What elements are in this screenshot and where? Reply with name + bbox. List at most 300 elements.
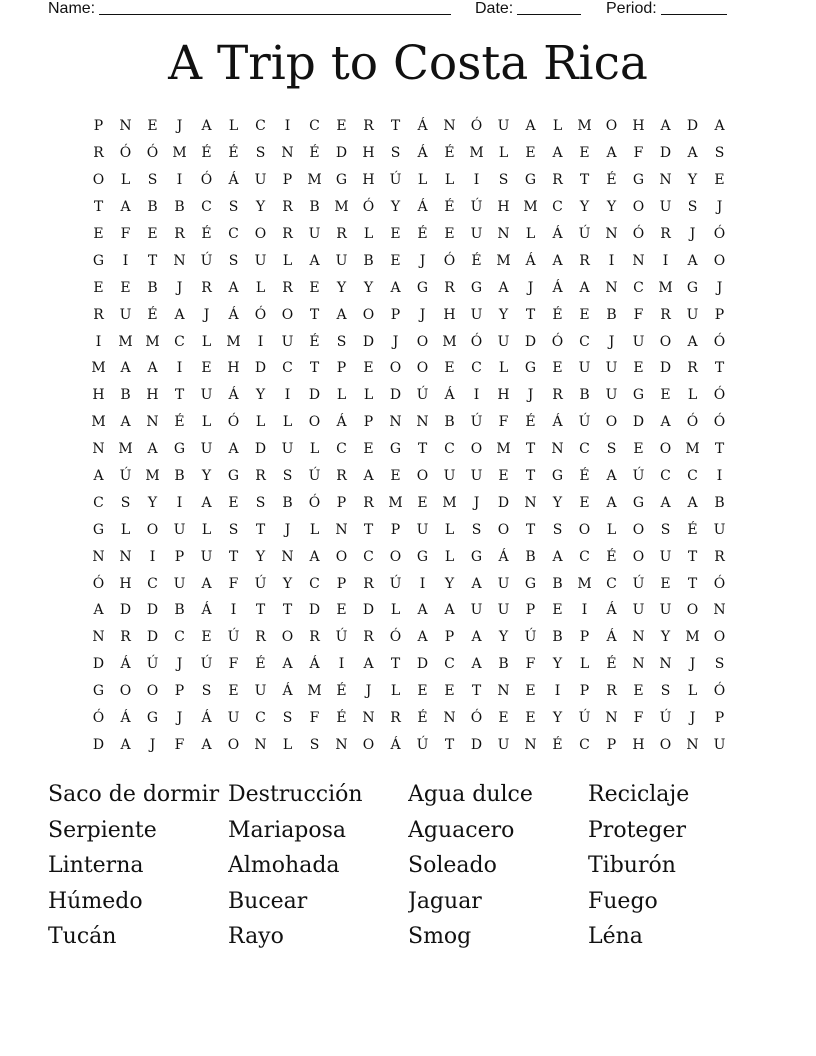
grid-letter[interactable]: U: [281, 333, 294, 350]
grid-letter[interactable]: G: [632, 172, 645, 189]
grid-letter[interactable]: L: [201, 521, 212, 538]
grid-letter[interactable]: Ú: [254, 575, 267, 592]
grid-letter[interactable]: Á: [282, 683, 293, 700]
grid-letter[interactable]: I: [473, 172, 480, 189]
grid-letter[interactable]: N: [524, 494, 537, 511]
grid-letter[interactable]: A: [120, 414, 131, 431]
grid-letter[interactable]: A: [120, 199, 131, 216]
grid-letter[interactable]: L: [282, 252, 293, 269]
grid-letter[interactable]: E: [147, 118, 158, 135]
grid-letter[interactable]: E: [660, 387, 671, 404]
grid-letter[interactable]: J: [365, 683, 372, 700]
grid-letter[interactable]: G: [470, 279, 483, 296]
grid-letter[interactable]: Y: [147, 494, 158, 511]
grid-letter[interactable]: A: [228, 279, 239, 296]
grid-letter[interactable]: B: [309, 199, 320, 216]
grid-letter[interactable]: É: [687, 521, 698, 538]
grid-letter[interactable]: S: [228, 252, 239, 269]
grid-letter[interactable]: E: [579, 494, 590, 511]
grid-letter[interactable]: T: [174, 387, 185, 404]
grid-letter[interactable]: É: [417, 710, 428, 727]
grid-letter[interactable]: A: [606, 145, 617, 162]
grid-letter[interactable]: J: [527, 387, 534, 404]
word-search-grid[interactable]: [85, 113, 733, 758]
grid-letter[interactable]: U: [632, 333, 645, 350]
grid-letter[interactable]: Ó: [146, 145, 159, 162]
grid-letter[interactable]: U: [254, 252, 267, 269]
grid-letter[interactable]: S: [228, 199, 239, 216]
grid-letter[interactable]: Ú: [200, 252, 213, 269]
grid-letter[interactable]: Ó: [362, 199, 375, 216]
grid-letter[interactable]: P: [174, 683, 185, 700]
grid-letter[interactable]: U: [632, 602, 645, 619]
grid-letter[interactable]: B: [579, 387, 590, 404]
grid-letter[interactable]: D: [659, 145, 672, 162]
grid-letter[interactable]: S: [282, 468, 293, 485]
grid-letter[interactable]: U: [713, 521, 726, 538]
grid-letter[interactable]: F: [309, 710, 320, 727]
grid-letter[interactable]: Á: [417, 118, 428, 135]
grid-letter[interactable]: Á: [552, 414, 563, 431]
grid-letter[interactable]: H: [362, 172, 375, 189]
grid-letter[interactable]: P: [714, 306, 725, 323]
grid-letter[interactable]: B: [606, 306, 617, 323]
grid-letter[interactable]: N: [659, 656, 672, 673]
grid-letter[interactable]: A: [498, 279, 509, 296]
grid-letter[interactable]: I: [581, 602, 588, 619]
grid-letter[interactable]: U: [497, 118, 510, 135]
grid-letter[interactable]: U: [119, 306, 132, 323]
grid-letter[interactable]: U: [254, 172, 267, 189]
grid-letter[interactable]: U: [200, 387, 213, 404]
grid-letter[interactable]: É: [309, 333, 320, 350]
grid-letter[interactable]: Á: [120, 656, 131, 673]
grid-letter[interactable]: E: [525, 145, 536, 162]
grid-letter[interactable]: H: [227, 360, 240, 377]
grid-letter[interactable]: M: [226, 333, 241, 350]
grid-letter[interactable]: Y: [606, 199, 617, 216]
grid-letter[interactable]: C: [579, 441, 590, 458]
grid-letter[interactable]: A: [336, 306, 347, 323]
grid-letter[interactable]: O: [659, 333, 672, 350]
grid-letter[interactable]: A: [471, 656, 482, 673]
grid-letter[interactable]: Ó: [551, 333, 564, 350]
grid-letter[interactable]: A: [363, 656, 374, 673]
grid-letter[interactable]: S: [660, 683, 671, 700]
grid-letter[interactable]: D: [308, 602, 321, 619]
grid-letter[interactable]: L: [390, 602, 401, 619]
grid-letter[interactable]: L: [444, 172, 455, 189]
grid-letter[interactable]: M: [442, 333, 457, 350]
grid-letter[interactable]: M: [91, 414, 106, 431]
grid-letter[interactable]: T: [309, 306, 320, 323]
grid-letter[interactable]: O: [713, 629, 726, 646]
grid-letter[interactable]: D: [362, 333, 375, 350]
grid-letter[interactable]: U: [686, 306, 699, 323]
grid-letter[interactable]: P: [282, 172, 293, 189]
grid-letter[interactable]: H: [119, 575, 132, 592]
grid-letter[interactable]: P: [336, 360, 347, 377]
grid-letter[interactable]: É: [606, 656, 617, 673]
grid-letter[interactable]: C: [282, 360, 293, 377]
grid-letter[interactable]: S: [255, 494, 266, 511]
grid-letter[interactable]: D: [497, 494, 510, 511]
grid-letter[interactable]: U: [497, 736, 510, 753]
grid-letter[interactable]: N: [92, 441, 105, 458]
grid-letter[interactable]: L: [552, 118, 563, 135]
grid-letter[interactable]: H: [146, 387, 159, 404]
grid-letter[interactable]: B: [552, 575, 563, 592]
grid-letter[interactable]: M: [685, 441, 700, 458]
grid-letter[interactable]: C: [93, 494, 104, 511]
grid-letter[interactable]: L: [282, 414, 293, 431]
grid-letter[interactable]: N: [605, 710, 618, 727]
grid-letter[interactable]: U: [173, 575, 186, 592]
grid-letter[interactable]: C: [363, 548, 374, 565]
grid-letter[interactable]: C: [201, 199, 212, 216]
grid-letter[interactable]: N: [335, 736, 348, 753]
grid-letter[interactable]: Y: [336, 279, 347, 296]
grid-letter[interactable]: U: [470, 468, 483, 485]
grid-letter[interactable]: A: [201, 736, 212, 753]
grid-letter[interactable]: Á: [228, 306, 239, 323]
grid-letter[interactable]: D: [686, 118, 699, 135]
grid-letter[interactable]: E: [660, 575, 671, 592]
grid-letter[interactable]: L: [336, 387, 347, 404]
grid-letter[interactable]: R: [174, 226, 185, 242]
grid-letter[interactable]: U: [470, 226, 483, 242]
grid-letter[interactable]: T: [390, 656, 401, 673]
grid-letter[interactable]: H: [92, 387, 105, 404]
grid-letter[interactable]: Ó: [470, 333, 483, 350]
grid-letter[interactable]: I: [284, 387, 291, 404]
grid-letter[interactable]: N: [173, 252, 186, 269]
grid-letter[interactable]: A: [201, 494, 212, 511]
grid-letter[interactable]: Ú: [632, 575, 645, 592]
grid-letter[interactable]: O: [605, 414, 618, 431]
grid-letter[interactable]: L: [444, 521, 455, 538]
grid-letter[interactable]: Á: [309, 656, 320, 673]
grid-letter[interactable]: O: [713, 252, 726, 269]
grid-letter[interactable]: Ú: [524, 629, 537, 646]
grid-letter[interactable]: E: [552, 360, 563, 377]
grid-letter[interactable]: U: [659, 548, 672, 565]
grid-letter[interactable]: M: [91, 360, 106, 377]
grid-letter[interactable]: B: [174, 199, 185, 216]
grid-letter[interactable]: G: [632, 494, 645, 511]
grid-letter[interactable]: E: [579, 306, 590, 323]
grid-letter[interactable]: O: [281, 306, 294, 323]
grid-letter[interactable]: H: [362, 145, 375, 162]
grid-letter[interactable]: D: [92, 656, 105, 673]
grid-letter[interactable]: Ó: [443, 252, 456, 269]
grid-letter[interactable]: O: [416, 468, 429, 485]
grid-letter[interactable]: D: [416, 656, 429, 673]
grid-letter[interactable]: I: [608, 252, 615, 269]
grid-letter[interactable]: J: [689, 656, 696, 673]
grid-letter[interactable]: S: [228, 521, 239, 538]
grid-letter[interactable]: M: [496, 252, 511, 269]
grid-letter[interactable]: E: [498, 710, 509, 727]
grid-letter[interactable]: J: [716, 279, 723, 296]
grid-letter[interactable]: J: [392, 333, 399, 350]
grid-letter[interactable]: R: [120, 629, 131, 646]
grid-letter[interactable]: T: [687, 548, 698, 565]
grid-letter[interactable]: D: [389, 387, 402, 404]
grid-letter[interactable]: M: [145, 468, 160, 485]
grid-letter[interactable]: O: [632, 548, 645, 565]
grid-letter[interactable]: I: [176, 360, 183, 377]
grid-letter[interactable]: F: [633, 145, 644, 162]
grid-letter[interactable]: I: [473, 387, 480, 404]
grid-letter[interactable]: Á: [498, 548, 509, 565]
grid-letter[interactable]: Y: [444, 575, 455, 592]
grid-letter[interactable]: Y: [660, 629, 671, 646]
grid-letter[interactable]: D: [254, 441, 267, 458]
grid-letter[interactable]: J: [473, 494, 480, 511]
grid-letter[interactable]: S: [714, 656, 725, 673]
grid-letter[interactable]: Á: [606, 629, 617, 646]
grid-letter[interactable]: E: [390, 468, 401, 485]
grid-letter[interactable]: R: [606, 683, 617, 700]
grid-letter[interactable]: T: [228, 548, 239, 565]
grid-letter[interactable]: A: [120, 360, 131, 377]
grid-letter[interactable]: T: [390, 118, 401, 135]
grid-letter[interactable]: Y: [282, 575, 293, 592]
grid-letter[interactable]: É: [336, 683, 347, 700]
grid-letter[interactable]: R: [282, 226, 293, 242]
grid-letter[interactable]: J: [716, 199, 723, 216]
grid-letter[interactable]: A: [660, 494, 671, 511]
grid-letter[interactable]: É: [606, 172, 617, 189]
name-field[interactable]: [48, 0, 451, 18]
grid-letter[interactable]: N: [632, 656, 645, 673]
grid-letter[interactable]: O: [578, 521, 591, 538]
grid-letter[interactable]: R: [363, 629, 374, 646]
grid-letter[interactable]: T: [417, 441, 428, 458]
grid-letter[interactable]: N: [335, 521, 348, 538]
grid-letter[interactable]: O: [470, 441, 483, 458]
grid-letter[interactable]: L: [255, 279, 266, 296]
grid-letter[interactable]: Á: [201, 710, 212, 727]
grid-letter[interactable]: Á: [228, 387, 239, 404]
grid-letter[interactable]: U: [254, 683, 267, 700]
grid-letter[interactable]: J: [527, 279, 534, 296]
grid-letter[interactable]: R: [390, 710, 401, 727]
grid-letter[interactable]: E: [444, 683, 455, 700]
grid-letter[interactable]: R: [93, 145, 104, 162]
grid-letter[interactable]: S: [498, 172, 509, 189]
grid-letter[interactable]: N: [362, 710, 375, 727]
grid-letter[interactable]: C: [579, 333, 590, 350]
grid-letter[interactable]: C: [444, 656, 455, 673]
grid-letter[interactable]: H: [443, 306, 456, 323]
grid-letter[interactable]: J: [284, 521, 291, 538]
grid-letter[interactable]: J: [419, 306, 426, 323]
grid-letter[interactable]: D: [470, 736, 483, 753]
grid-letter[interactable]: M: [307, 683, 322, 700]
grid-letter[interactable]: H: [497, 387, 510, 404]
grid-letter[interactable]: R: [363, 494, 374, 511]
grid-letter[interactable]: A: [309, 548, 320, 565]
grid-letter[interactable]: E: [444, 226, 455, 242]
grid-letter[interactable]: F: [498, 414, 509, 431]
grid-letter[interactable]: I: [716, 468, 723, 485]
grid-letter[interactable]: Ó: [686, 414, 699, 431]
grid-letter[interactable]: Ú: [119, 468, 132, 485]
grid-letter[interactable]: A: [687, 145, 698, 162]
grid-letter[interactable]: C: [309, 575, 320, 592]
grid-letter[interactable]: J: [419, 252, 426, 269]
grid-letter[interactable]: C: [174, 629, 185, 646]
grid-letter[interactable]: O: [146, 521, 159, 538]
grid-letter[interactable]: N: [416, 414, 429, 431]
grid-letter[interactable]: E: [363, 441, 374, 458]
grid-letter[interactable]: Á: [525, 252, 536, 269]
grid-letter[interactable]: Ú: [659, 710, 672, 727]
grid-letter[interactable]: U: [443, 468, 456, 485]
grid-letter[interactable]: E: [390, 226, 401, 242]
grid-letter[interactable]: Ó: [119, 145, 132, 162]
grid-letter[interactable]: E: [579, 145, 590, 162]
grid-letter[interactable]: R: [714, 548, 725, 565]
grid-letter[interactable]: C: [633, 279, 644, 296]
grid-letter[interactable]: B: [498, 656, 509, 673]
grid-letter[interactable]: N: [92, 629, 105, 646]
grid-letter[interactable]: A: [579, 279, 590, 296]
grid-letter[interactable]: B: [174, 602, 185, 619]
grid-letter[interactable]: R: [336, 226, 347, 242]
grid-letter[interactable]: E: [201, 360, 212, 377]
grid-letter[interactable]: P: [714, 710, 725, 727]
grid-letter[interactable]: N: [443, 118, 456, 135]
grid-letter[interactable]: P: [390, 521, 401, 538]
grid-letter[interactable]: A: [201, 575, 212, 592]
grid-letter[interactable]: R: [363, 118, 374, 135]
grid-letter[interactable]: M: [577, 575, 592, 592]
grid-letter[interactable]: L: [363, 226, 374, 242]
grid-letter[interactable]: Á: [552, 279, 563, 296]
grid-letter[interactable]: Y: [552, 656, 563, 673]
grid-letter[interactable]: E: [525, 683, 536, 700]
grid-letter[interactable]: A: [93, 602, 104, 619]
grid-letter[interactable]: Ó: [713, 575, 726, 592]
grid-letter[interactable]: A: [552, 145, 563, 162]
grid-letter[interactable]: Ú: [416, 387, 429, 404]
grid-letter[interactable]: T: [687, 575, 698, 592]
grid-letter[interactable]: O: [632, 199, 645, 216]
grid-letter[interactable]: I: [176, 172, 183, 189]
grid-letter[interactable]: B: [174, 468, 185, 485]
grid-letter[interactable]: P: [93, 118, 104, 135]
grid-letter[interactable]: S: [714, 145, 725, 162]
grid-letter[interactable]: N: [119, 548, 132, 565]
grid-letter[interactable]: Y: [552, 494, 563, 511]
grid-letter[interactable]: C: [336, 441, 347, 458]
grid-letter[interactable]: L: [579, 656, 590, 673]
grid-letter[interactable]: G: [335, 172, 348, 189]
grid-letter[interactable]: A: [687, 494, 698, 511]
grid-letter[interactable]: C: [687, 468, 698, 485]
grid-letter[interactable]: T: [579, 172, 590, 189]
grid-letter[interactable]: Á: [606, 602, 617, 619]
grid-letter[interactable]: E: [228, 683, 239, 700]
grid-letter[interactable]: A: [147, 360, 158, 377]
grid-letter[interactable]: O: [686, 602, 699, 619]
grid-letter[interactable]: T: [363, 521, 374, 538]
grid-letter[interactable]: Ó: [92, 575, 105, 592]
grid-letter[interactable]: J: [149, 736, 156, 753]
grid-letter[interactable]: A: [525, 118, 536, 135]
grid-letter[interactable]: Ú: [470, 199, 483, 216]
grid-letter[interactable]: S: [552, 521, 563, 538]
grid-letter[interactable]: C: [606, 575, 617, 592]
grid-letter[interactable]: L: [390, 683, 401, 700]
grid-letter[interactable]: P: [174, 548, 185, 565]
grid-letter[interactable]: É: [147, 306, 158, 323]
grid-letter[interactable]: R: [93, 306, 104, 323]
grid-letter[interactable]: T: [471, 683, 482, 700]
grid-letter[interactable]: L: [201, 333, 212, 350]
grid-letter[interactable]: A: [687, 333, 698, 350]
grid-letter[interactable]: É: [255, 656, 266, 673]
grid-letter[interactable]: T: [282, 602, 293, 619]
grid-letter[interactable]: G: [551, 468, 564, 485]
grid-letter[interactable]: B: [714, 494, 725, 511]
grid-letter[interactable]: T: [525, 441, 536, 458]
grid-letter[interactable]: R: [660, 306, 671, 323]
grid-letter[interactable]: E: [525, 710, 536, 727]
grid-letter[interactable]: D: [92, 736, 105, 753]
grid-letter[interactable]: M: [172, 145, 187, 162]
grid-letter[interactable]: Ó: [632, 226, 645, 242]
grid-letter[interactable]: A: [282, 656, 293, 673]
grid-letter[interactable]: F: [120, 226, 131, 242]
grid-letter[interactable]: I: [662, 252, 669, 269]
grid-letter[interactable]: G: [524, 172, 537, 189]
grid-letter[interactable]: N: [632, 252, 645, 269]
grid-letter[interactable]: E: [93, 226, 104, 242]
grid-letter[interactable]: N: [497, 683, 510, 700]
grid-letter[interactable]: U: [470, 602, 483, 619]
grid-letter[interactable]: L: [120, 521, 131, 538]
grid-letter[interactable]: U: [200, 548, 213, 565]
grid-letter[interactable]: M: [685, 629, 700, 646]
grid-letter[interactable]: N: [281, 145, 294, 162]
grid-letter[interactable]: D: [524, 333, 537, 350]
grid-letter[interactable]: O: [92, 172, 105, 189]
grid-letter[interactable]: U: [605, 360, 618, 377]
grid-letter[interactable]: D: [254, 360, 267, 377]
grid-letter[interactable]: Á: [120, 710, 131, 727]
grid-letter[interactable]: Ó: [713, 414, 726, 431]
grid-letter[interactable]: E: [309, 279, 320, 296]
grid-letter[interactable]: P: [363, 414, 374, 431]
name-blank[interactable]: [99, 0, 451, 15]
grid-letter[interactable]: J: [176, 710, 183, 727]
grid-letter[interactable]: A: [444, 602, 455, 619]
grid-letter[interactable]: J: [689, 226, 696, 242]
grid-letter[interactable]: Y: [579, 199, 590, 216]
grid-letter[interactable]: O: [362, 306, 375, 323]
grid-letter[interactable]: L: [309, 441, 320, 458]
grid-letter[interactable]: M: [442, 494, 457, 511]
grid-letter[interactable]: G: [416, 279, 429, 296]
grid-letter[interactable]: Á: [336, 414, 347, 431]
grid-letter[interactable]: E: [390, 252, 401, 269]
grid-letter[interactable]: M: [388, 494, 403, 511]
grid-letter[interactable]: R: [579, 252, 590, 269]
